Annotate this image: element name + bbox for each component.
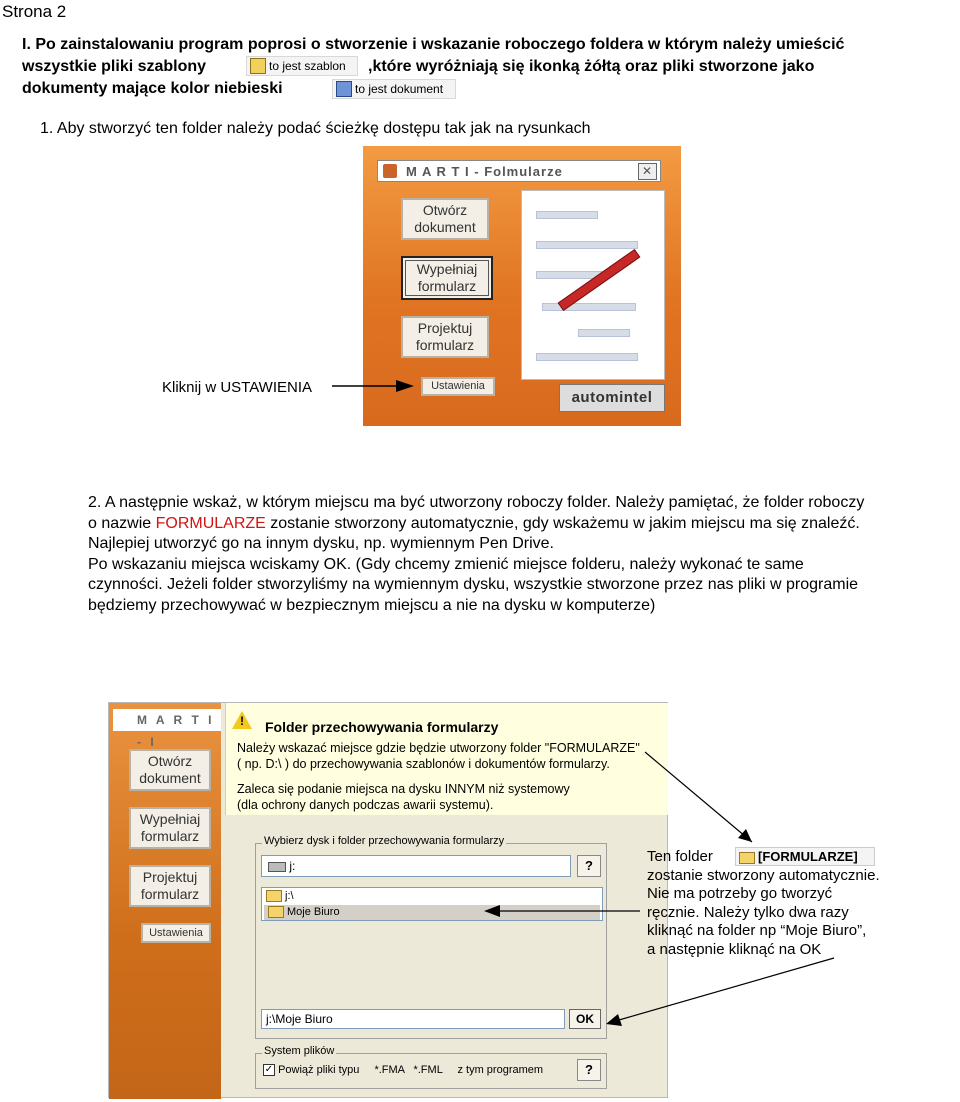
file-association-checkbox[interactable]: ✓ (264, 1064, 274, 1076)
page-label: Strona 2 (2, 2, 67, 21)
fml-extension: *.FML (413, 1064, 443, 1076)
tree-item-root[interactable]: j:\ (266, 889, 294, 904)
step-2-paragraph (88, 493, 958, 616)
ok-button[interactable]: OK (569, 1009, 601, 1029)
template-chip-label: to jest szablon (269, 59, 346, 73)
dialog-message (237, 741, 640, 813)
intro-line-2-end: ,które wyróżniają się ikonką żółtą oraz pliki stworzone jako (368, 58, 815, 75)
folder-open-icon (266, 890, 282, 902)
side-panel-title: M A R T I - I (113, 709, 221, 731)
note-line-4: ręcznie. Należy tylko dwa razy (647, 903, 849, 921)
file-system-group-label: System plików (264, 1045, 335, 1057)
step-2-line-3: Najlepiej utworzyć go na innym dysku, np. wymiennym Pen Drive. (88, 535, 554, 552)
settings-button[interactable]: Ustawienia (141, 923, 211, 943)
file-association-suffix: z tym programem (457, 1064, 544, 1076)
intro-line-3: dokumenty mające kolor niebieski (22, 80, 283, 97)
document-icon (336, 81, 352, 97)
settings-arrow (332, 378, 416, 394)
template-icon (250, 58, 266, 74)
dialog-title: Folder przechowywania formularzy (265, 719, 499, 735)
drive-icon (268, 862, 286, 872)
open-document-button[interactable]: Otwórz dokument (129, 749, 211, 791)
dialog-message-line-3: Zaleca się podanie miejsca na dysku INNYM niż systemowy (237, 782, 570, 796)
file-system-help-button[interactable]: ? (577, 1059, 601, 1081)
pen-icon (558, 249, 641, 311)
warning-icon: ! (232, 711, 252, 729)
settings-button[interactable]: Ustawienia (421, 377, 495, 396)
step-2-line-1: 2. A następnie wskaż, w którym miejscu ma być utworzony roboczy folder. Należy pamiętać, że folder roboczy (88, 494, 865, 511)
marti-side-panel (109, 703, 221, 1099)
formularze-folder-chip (735, 847, 875, 866)
design-form-button[interactable]: Projektuj formularz (401, 316, 489, 358)
note-line-5: kliknąć na folder np “Moje Biuro”, (647, 922, 867, 939)
help-button[interactable]: ? (577, 855, 601, 877)
document-chip-label: to jest dokument (355, 82, 444, 96)
step-2-line-5: czynności. Jeżeli folder stworzyliśmy na wymiennym dysku, wszystkie stworzone przez nas pliki w programie (88, 576, 859, 593)
folder-icon (739, 852, 755, 864)
dialog-message-line-2: ( np. D:\ ) do przechowywania szablonów i dokumentów formularzy. (237, 756, 610, 771)
drive-select-value: j: (289, 859, 296, 873)
folder-icon (268, 906, 284, 918)
design-form-button[interactable]: Projektuj formularz (129, 865, 211, 907)
settings-callout-label: Kliknij w USTAWIENIA (162, 379, 313, 396)
template-example-chip (246, 56, 358, 76)
document-example-chip (332, 79, 456, 99)
intro-line-1: I. Po zainstalowaniu program poprosi o stworzenie i wskazanie roboczego foldera w którym należy umieścić (22, 36, 845, 53)
step-2-line-2: o nazwie FORMULARZE zostanie stworzony automatycznie, gdy wskażemu w jakim miejscu ma się znaleźć. (88, 514, 860, 532)
folder-tree[interactable] (261, 887, 603, 921)
drive-select[interactable] (261, 855, 571, 877)
fill-form-button[interactable]: Wypełniaj formularz (129, 807, 211, 849)
dialog-message-line-1: Należy wskazać miejsce gdzie będzie utworzony folder "FORMULARZE" (237, 741, 640, 755)
close-button[interactable]: ✕ (638, 163, 657, 180)
dialog-message-line-4: (dla ochrony danych podczas awarii systemu). (237, 797, 494, 812)
step-1-text: 1. Aby stworzyć ten folder należy podać ścieżkę dostępu tak jak na rysunkach (40, 120, 591, 137)
file-association-row (263, 1063, 543, 1077)
formularze-highlight: FORMULARZE (155, 514, 266, 532)
folder-select-group-label: Wybierz dysk i folder przechowywania formularzy (264, 835, 505, 847)
window-titlebar (377, 160, 661, 182)
step-2-line-4: Po wskazaniu miejsca wciskamy OK. (Gdy chcemy zmienić miejsce folderu, należy wykonać te same (88, 555, 804, 573)
intro-line-2-start: wszystkie pliki szablony (22, 58, 207, 75)
file-association-label: Powiąż pliki typu (278, 1064, 360, 1076)
note-line-2: zostanie stworzony automatycznie. (647, 866, 880, 884)
folder-chip-label: [FORMULARZE] (758, 849, 858, 864)
step-2-line-6: będziemy przechowywać w bezpiecznym miejscu a nie na dysku w komputerze) (88, 596, 656, 614)
document-pen-illustration (521, 190, 665, 380)
note-line-3: Nie ma potrzeby go tworzyć (647, 885, 833, 902)
window-title: M A R T I - Folmularze (406, 164, 563, 179)
folder-settings-window (108, 702, 668, 1098)
tree-item-moje-biuro[interactable]: Moje Biuro (264, 905, 600, 920)
note-line-6: a następnie kliknąć na OK (647, 940, 822, 958)
app-icon (383, 164, 397, 178)
fma-extension: *.FMA (374, 1064, 405, 1076)
open-document-button[interactable]: Otwórz dokument (401, 198, 489, 240)
automintel-logo: automintel (559, 384, 665, 412)
path-field[interactable]: j:\Moje Biuro (261, 1009, 565, 1029)
fill-form-button[interactable]: Wypełniaj formularz (401, 256, 493, 300)
note-line-1: Ten folder (647, 848, 713, 865)
